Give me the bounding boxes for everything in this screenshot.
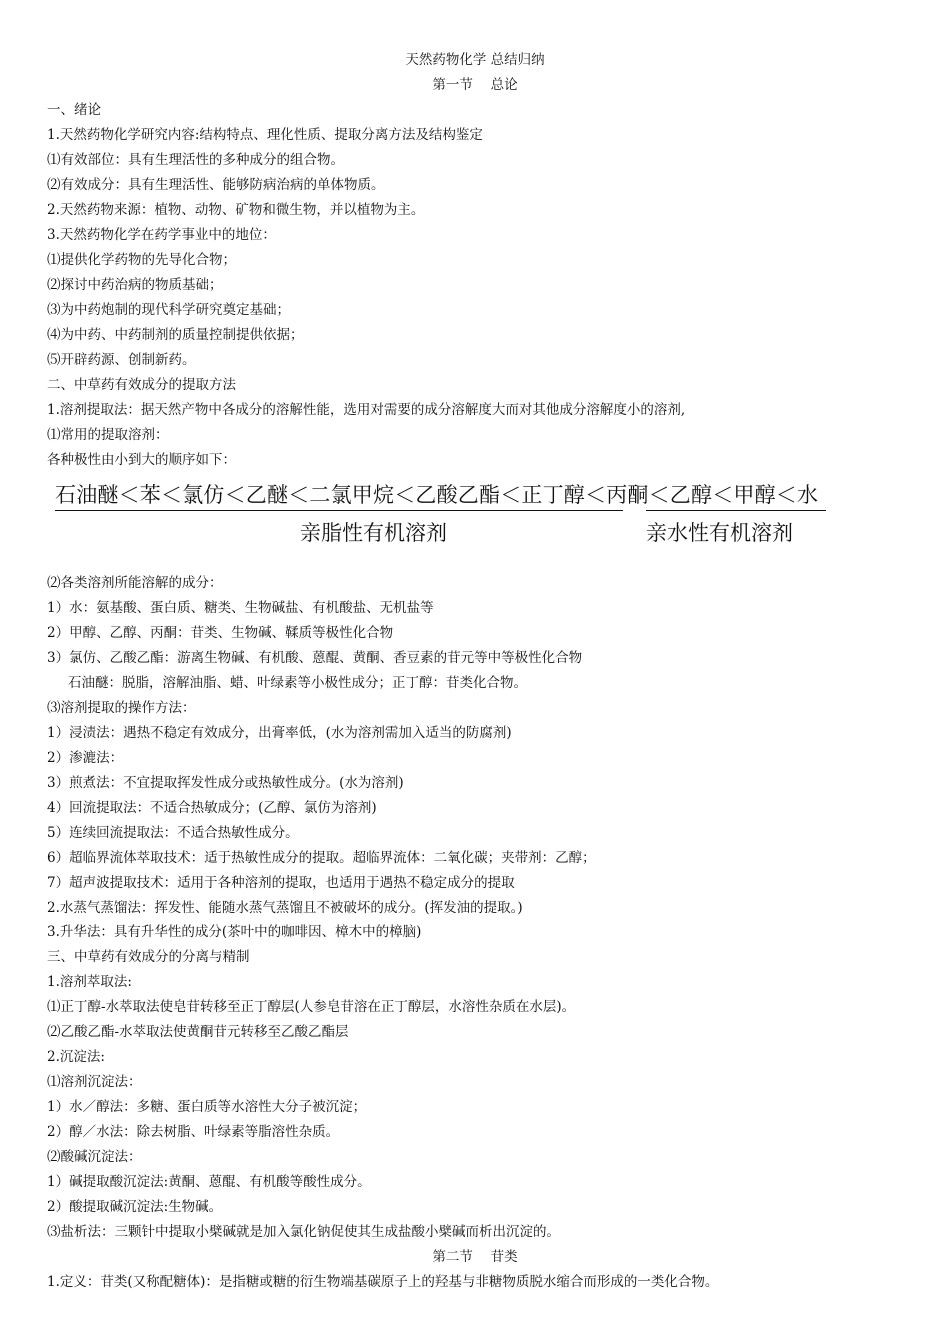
text-line: 1）浸渍法：遇热不稳定有效成分，出膏率低，(水为溶剂需加入适当的防腐剂) [47,725,512,741]
text-line: ⑵乙酸乙酯-水萃取法使黄酮苷元转移至乙酸乙酯层 [47,1024,349,1040]
hydrophilic-solvent-label: 亲水性有机溶剂 [646,521,793,545]
text-line: 2.天然药物来源：植物、动物、矿物和微生物，并以植物为主。 [47,202,425,218]
text-line: 2.水蒸气蒸馏法：挥发性、能随水蒸气蒸馏且不被破坏的成分。(挥发油的提取。) [47,900,523,916]
text-line: 2）酸提取碱沉淀法:生物碱。 [47,1199,223,1215]
text-line: ⑵探讨中药治病的物质基础； [47,277,223,293]
text-line: ⑸开辟药源、创制新药。 [47,352,196,368]
lipophilic-underline [55,510,623,511]
document-title: 天然药物化学 总结归纳 [405,52,545,68]
text-line: 3）煎煮法：不宜提取挥发性成分或热敏性成分。(水为溶剂) [47,775,404,791]
hydrophilic-underline [646,510,826,511]
text-line: ⑴有效部位：具有生理活性的多种成分的组合物。 [47,152,344,168]
text-line: 一、绪论 [47,102,101,118]
text-line: 1）碱提取酸沉淀法:黄酮、蒽醌、有机酸等酸性成分。 [47,1174,371,1190]
text-line: 1.天然药物化学研究内容:结构特点、理化性质、提取分离方法及结构鉴定 [47,127,483,143]
text-line: 2）甲醇、乙醇、丙酮：苷类、生物碱、鞣质等极性化合物 [47,625,394,641]
text-line: 1.溶剂提取法：据天然产物中各成分的溶解性能，选用对需要的成分溶解度大而对其他成分溶解度小的溶剂, [47,402,686,418]
text-line: 3）氯仿、乙酸乙酯：游离生物碱、有机酸、蒽醌、黄酮、香豆素的苷元等中等极性化合物 [47,650,583,666]
text-line: ⑴正丁醇-水萃取法使皂苷转移至正丁醇层(人参皂苷溶在正丁醇层，水溶性杂质在水层)。 [47,999,576,1015]
text-line: 1.定义：苷类(又称配糖体)：是指糖或糖的衍生物端基碳原子上的羟基与非糖物质脱水缩合而形成的一类化合物。 [47,1274,719,1290]
text-line: 2）渗漉法： [47,750,124,766]
text-line: ⑷为中药、中药制剂的质量控制提供依据； [47,327,304,343]
text-line: 3.天然药物化学在药学事业中的地位： [47,227,276,243]
text-line: ⑶盐析法：三颗针中提取小檗碱就是加入氯化钠促使其生成盐酸小檗碱而析出沉淀的。 [47,1224,560,1240]
text-line: 1.溶剂萃取法: [47,974,132,990]
text-line: 1）水／醇法：多糖、蛋白质等水溶性大分子被沉淀； [47,1099,367,1115]
text-line: ⑴溶剂沉淀法： [47,1074,142,1090]
text-line: ⑵各类溶剂所能溶解的成分： [47,575,223,591]
text-line: 二、中草药有效成分的提取方法 [47,377,236,393]
section-heading: 第二节 苷类 [432,1249,518,1265]
text-line: ⑵有效成分：具有生理活性、能够防病治病的单体物质。 [47,177,385,193]
text-line: 1）水：氨基酸、蛋白质、糖类、生物碱盐、有机酸盐、无机盐等 [47,600,434,616]
text-line: ⑶溶剂提取的操作方法： [47,700,196,716]
text-line: ⑶为中药炮制的现代科学研究奠定基础； [47,302,290,318]
lipophilic-solvent-label: 亲脂性有机溶剂 [300,521,447,545]
text-line: 4）回流提取法：不适合热敏成分；(乙醇、氯仿为溶剂) [47,800,377,816]
text-line: ⑴常用的提取溶剂： [47,427,169,443]
text-line: 2.沉淀法: [47,1049,105,1065]
text-line: 石油醚：脱脂，溶解油脂、蜡、叶绿素等小极性成分；正丁醇：苷类化合物。 [68,675,527,691]
text-line: 5）连续回流提取法：不适合热敏性成分。 [47,825,299,841]
text-line: ⑵酸碱沉淀法： [47,1149,142,1165]
solvent-polarity-series: 石油醚＜苯＜氯仿＜乙醚＜二氯甲烷＜乙酸乙酯＜正丁醇＜丙酮＜乙醇＜甲醇＜水 [55,483,819,507]
text-line: ⑴提供化学药物的先导化合物； [47,252,236,268]
text-line: 6）超临界流体萃取技术：适于热敏性成分的提取。超临界流体：二氧化碳；夹带剂：乙醇； [47,850,596,866]
text-line: 2）醇／水法：除去树脂、叶绿素等脂溶性杂质。 [47,1124,340,1140]
section-heading: 第一节 总论 [432,77,518,93]
text-line: 3.升华法：具有升华性的成分(茶叶中的咖啡因、樟木中的樟脑) [47,924,422,940]
text-line: 各种极性由小到大的顺序如下： [47,452,236,468]
text-line: 三、中草药有效成分的分离与精制 [47,949,250,965]
text-line: 7）超声波提取技术：适用于各种溶剂的提取，也适用于遇热不稳定成分的提取 [47,875,515,891]
